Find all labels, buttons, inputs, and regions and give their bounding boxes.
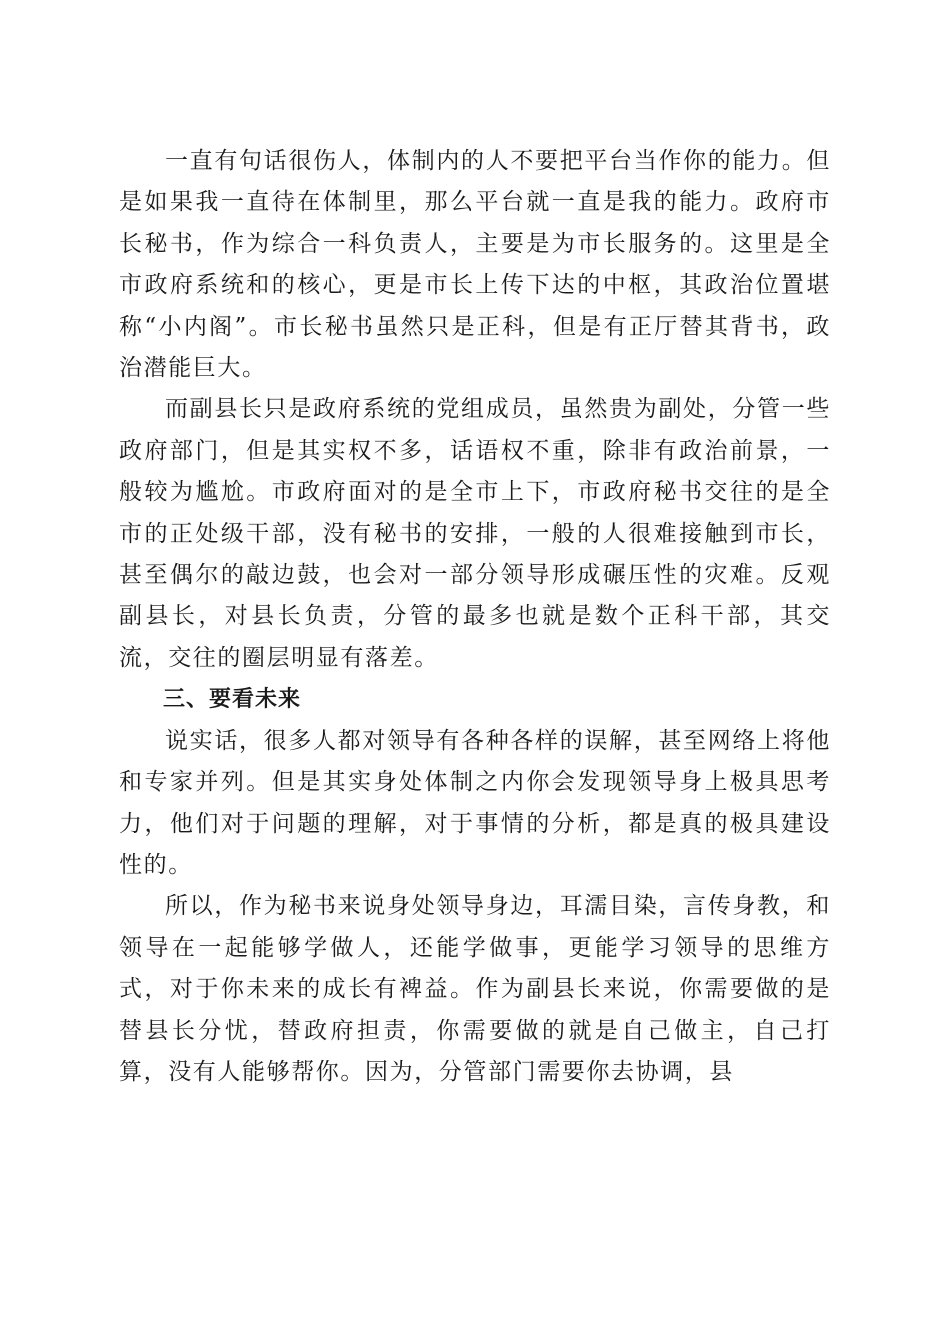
paragraph-3: 说实话，很多人都对领导有各种各样的误解，甚至网络上将他和专家并列。但是其实身处体制之内你会发现领导身上极具思考力，他们对于问题的理解，对于事情的分析，都是真的极具建设性的。 [119, 727, 831, 878]
section-heading: 三、要看未来 [163, 687, 302, 713]
paragraph-4: 所以，作为秘书来说身处领导身边，耳濡目染，言传身教，和领导在一起能够学做人，还能学做事，更能学习领导的思维方式，对于你未来的成长有裨益。作为副县长来说，你需要做的是替县长分忧，替政府担责，你需要做的就是自己做主，自己打算，没有人能够帮你。因为，分管部门需要你去协调，县 [119, 893, 831, 1085]
document-body [119, 141, 831, 1093]
paragraph-1: 一直有句话很伤人，体制内的人不要把平台当作你的能力。但是如果我一直待在体制里，那么平台就一直是我的能力。政府市长秘书，作为综合一科负责人，主要是为市长服务的。这里是全市政府系统和的核心，更是市长上传下达的中枢，其政治位置堪称“小内阁”。市长秘书虽然只是正科，但是有正厅替其背书，政治潜能巨大。 [119, 148, 831, 382]
paragraph-2: 而副县长只是政府系统的党组成员，虽然贵为副处，分管一些政府部门，但是其实权不多，话语权不重，除非有政治前景，一般较为尴尬。市政府面对的是全市上下，市政府秘书交往的是全市的正处级干部，没有秘书的安排，一般的人很难接触到市长，甚至偶尔的敲边鼓，也会对一部分领导形成碾压性的灾难。反观副县长，对县长负责，分管的最多也就是数个正科干部，其交流，交往的圈层明显有落差。 [119, 396, 831, 671]
